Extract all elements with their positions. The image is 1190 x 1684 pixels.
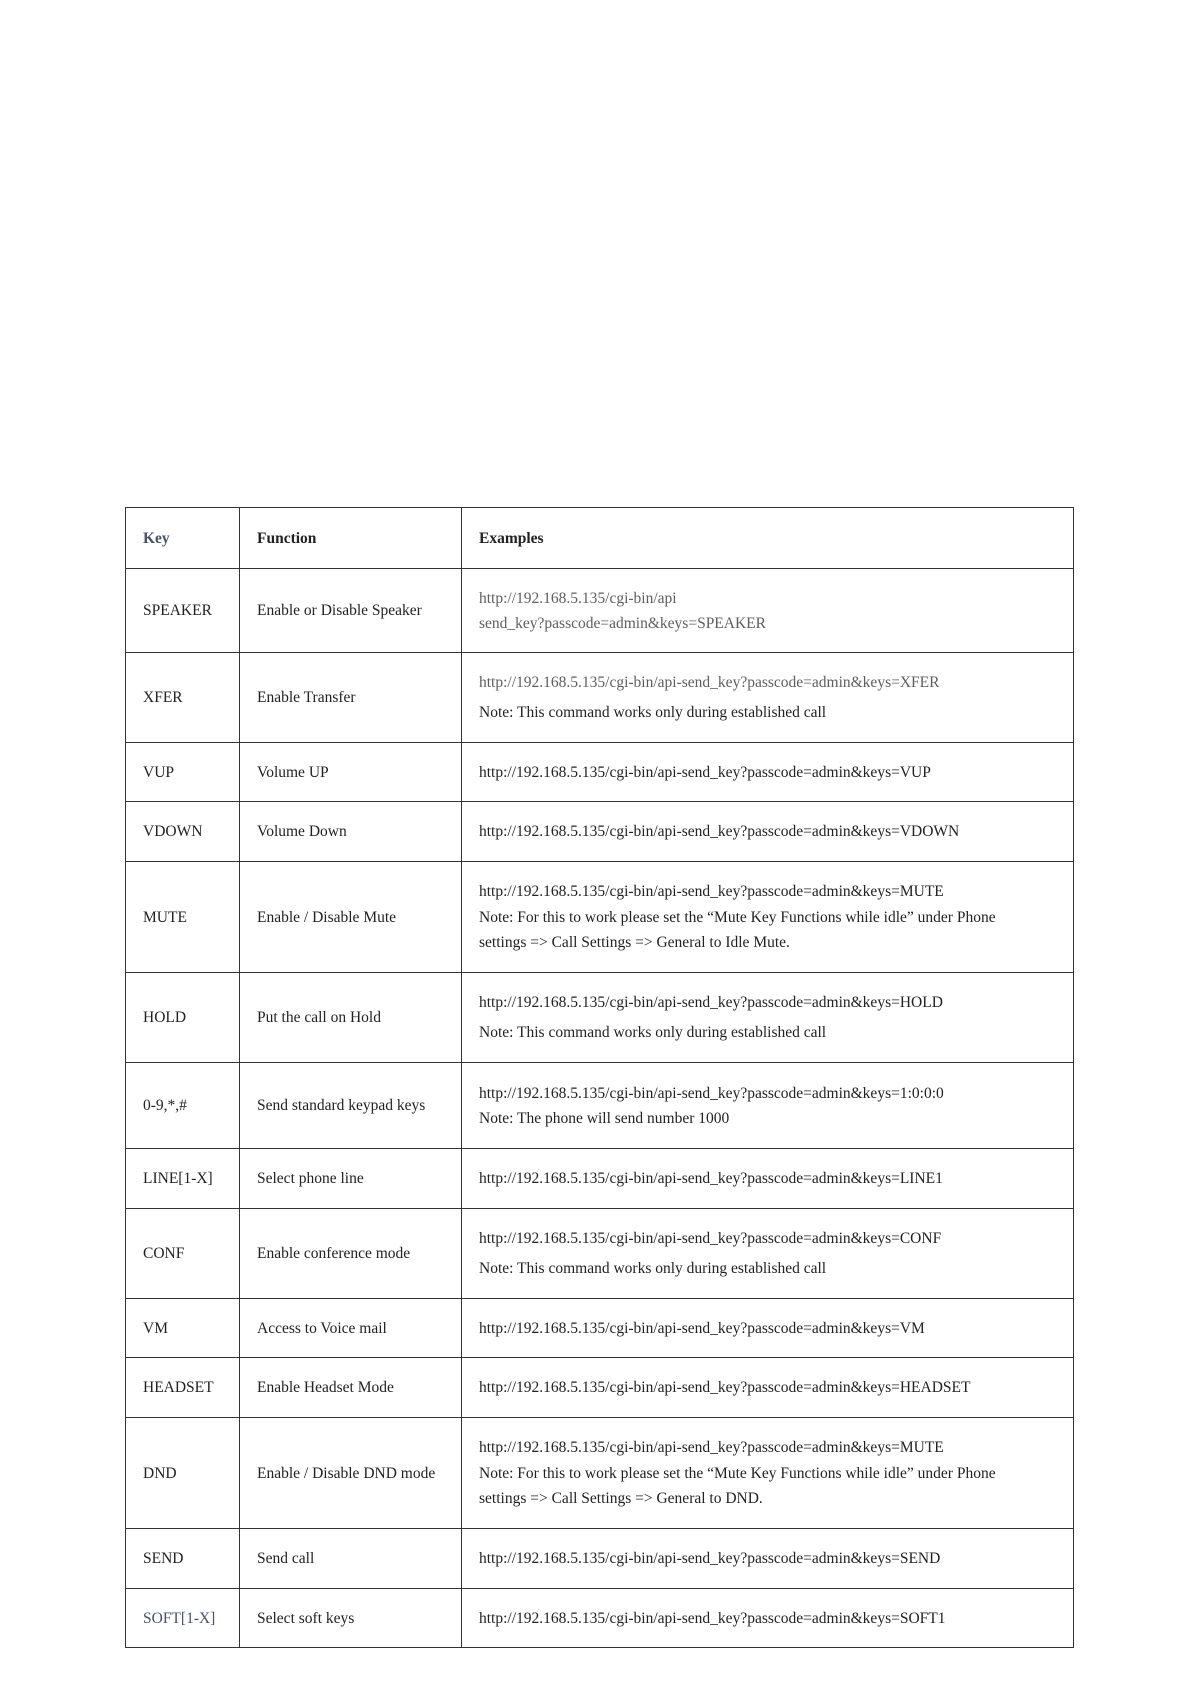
key-cell: SEND	[126, 1529, 240, 1589]
table-row-soft	[126, 1589, 1074, 1648]
example-cell	[462, 1209, 1074, 1299]
example-url[interactable]: http://192.168.5.135/cgi-bin/api-send_key?passcode=admin&keys=XFER	[479, 674, 940, 691]
example-cell	[462, 1149, 1074, 1209]
table-header-row	[126, 508, 1074, 569]
table-row-hold	[126, 973, 1074, 1063]
header-key: Key	[126, 508, 240, 569]
example-url[interactable]: http://192.168.5.135/cgi-bin/api-send_key?passcode=admin&keys=VDOWN	[479, 823, 960, 840]
example-cell	[462, 802, 1074, 862]
example-note-cont: settings => Call Settings => General to DND.	[479, 1490, 763, 1507]
example-note: Note: This command works only during established call	[479, 1260, 827, 1277]
key-cell: 0-9,*,#	[126, 1063, 240, 1149]
function-cell: Send call	[240, 1529, 462, 1589]
function-cell: Access to Voice mail	[240, 1299, 462, 1358]
example-note: Note: For this to work please set the “Mute Key Functions while idle” under Phone	[479, 1465, 996, 1482]
example-url[interactable]: http://192.168.5.135/cgi-bin/api-send_key?passcode=admin&keys=MUTE	[479, 1439, 944, 1456]
function-cell: Enable conference mode	[240, 1209, 462, 1299]
example-cell	[462, 1299, 1074, 1358]
header-function: Function	[240, 508, 462, 569]
example-cell	[462, 1589, 1074, 1648]
table-row-mute	[126, 862, 1074, 973]
table-row-line	[126, 1149, 1074, 1209]
example-note: Note: This command works only during established call	[479, 704, 827, 721]
function-cell: Enable Transfer	[240, 653, 462, 743]
example-note: Note: This command works only during established call	[479, 1024, 827, 1041]
function-cell: Enable / Disable Mute	[240, 862, 462, 973]
table-row-vdown	[126, 802, 1074, 862]
key-cell: VM	[126, 1299, 240, 1358]
key-cell: VUP	[126, 743, 240, 802]
api-keys-table	[125, 507, 1074, 1648]
example-url[interactable]: http://192.168.5.135/cgi-bin/api-send_key?passcode=admin&keys=VUP	[479, 763, 931, 781]
example-url[interactable]: http://192.168.5.135/cgi-bin/api-send_key?passcode=admin&keys=CONF	[479, 1230, 942, 1247]
key-cell: HOLD	[126, 973, 240, 1063]
key-cell: DND	[126, 1418, 240, 1529]
example-cell	[462, 1358, 1074, 1418]
key-cell: CONF	[126, 1209, 240, 1299]
table-row-vup	[126, 743, 1074, 802]
key-cell: VDOWN	[126, 802, 240, 862]
function-cell: Select soft keys	[240, 1589, 462, 1648]
key-cell: HEADSET	[126, 1358, 240, 1418]
example-cell	[462, 973, 1074, 1063]
function-cell: Volume Down	[240, 802, 462, 862]
table-row-speaker	[126, 569, 1074, 653]
example-cell	[462, 743, 1074, 802]
key-cell: LINE[1-X]	[126, 1149, 240, 1209]
example-url[interactable]: http://192.168.5.135/cgi-bin/api-send_key?passcode=admin&keys=LINE1	[479, 1170, 943, 1187]
example-note: Note: The phone will send number 1000	[479, 1109, 730, 1127]
example-cell	[462, 1418, 1074, 1529]
table-row-keypad	[126, 1063, 1074, 1149]
function-cell: Enable / Disable DND mode	[240, 1418, 462, 1529]
table-row-vm	[126, 1299, 1074, 1358]
function-cell: Put the call on Hold	[240, 973, 462, 1063]
key-cell: SOFT[1-X]	[126, 1589, 240, 1648]
example-url-cont[interactable]: send_key?passcode=admin&keys=SPEAKER	[479, 614, 766, 632]
example-cell	[462, 1529, 1074, 1589]
example-note: Note: For this to work please set the “Mute Key Functions while idle” under Phone	[479, 909, 996, 926]
header-examples: Examples	[462, 508, 1074, 569]
table-row-headset	[126, 1358, 1074, 1418]
function-cell: Enable Headset Mode	[240, 1358, 462, 1418]
table-row-send	[126, 1529, 1074, 1589]
function-cell: Send standard keypad keys	[240, 1063, 462, 1149]
example-note-cont: settings => Call Settings => General to Idle Mute.	[479, 934, 790, 951]
example-cell	[462, 569, 1074, 653]
example-url[interactable]: http://192.168.5.135/cgi-bin/api-send_key?passcode=admin&keys=SOFT1	[479, 1609, 946, 1627]
example-url[interactable]: http://192.168.5.135/cgi-bin/api-send_key?passcode=admin&keys=HOLD	[479, 994, 943, 1011]
table-row-xfer	[126, 653, 1074, 743]
key-cell: SPEAKER	[126, 569, 240, 653]
function-cell: Select phone line	[240, 1149, 462, 1209]
example-url[interactable]: http://192.168.5.135/cgi-bin/api-send_key?passcode=admin&keys=1:0:0:0	[479, 1084, 944, 1102]
key-cell: MUTE	[126, 862, 240, 973]
example-cell	[462, 862, 1074, 973]
example-url[interactable]: http://192.168.5.135/cgi-bin/api-send_key?passcode=admin&keys=HEADSET	[479, 1379, 971, 1396]
key-cell: XFER	[126, 653, 240, 743]
example-url[interactable]: http://192.168.5.135/cgi-bin/api-send_key?passcode=admin&keys=SEND	[479, 1550, 941, 1567]
example-url[interactable]: http://192.168.5.135/cgi-bin/api-send_key?passcode=admin&keys=VM	[479, 1319, 925, 1337]
table-row-dnd	[126, 1418, 1074, 1529]
example-cell	[462, 1063, 1074, 1149]
example-cell	[462, 653, 1074, 743]
function-cell: Enable or Disable Speaker	[240, 569, 462, 653]
example-url[interactable]: http://192.168.5.135/cgi-bin/api	[479, 589, 677, 607]
table-row-conf	[126, 1209, 1074, 1299]
example-url[interactable]: http://192.168.5.135/cgi-bin/api-send_key?passcode=admin&keys=MUTE	[479, 883, 944, 900]
function-cell: Volume UP	[240, 743, 462, 802]
